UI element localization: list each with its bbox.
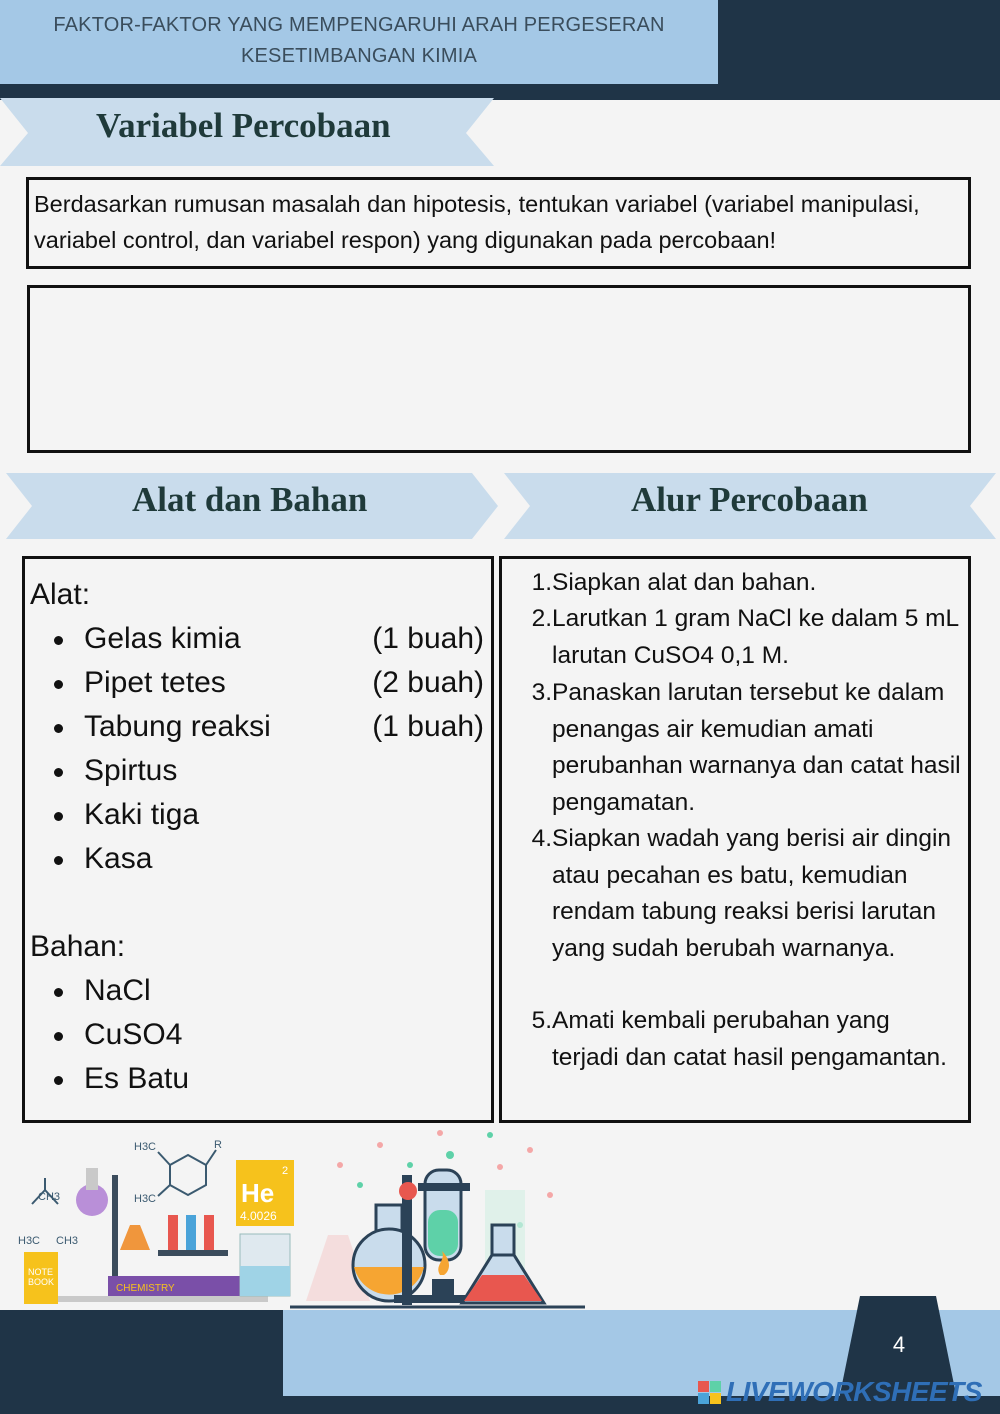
answer-input-box[interactable] xyxy=(27,285,971,453)
list-item: Kasa xyxy=(54,842,484,886)
svg-text:CHEMISTRY: CHEMISTRY xyxy=(116,1283,175,1294)
variabel-heading: Variabel Percobaan xyxy=(96,106,391,145)
alat-bahan-heading: Alat dan Bahan xyxy=(132,480,368,519)
list-item: Spirtus xyxy=(54,754,484,798)
alur-heading: Alur Percobaan xyxy=(631,480,868,519)
instruction-text: Berdasarkan rumusan masalah dan hipotesis, tentukan variabel (variabel manipulasi, variabel control, dan variabel respon) yang digunakan pada percobaan! xyxy=(34,191,920,253)
page-title xyxy=(0,10,718,72)
list-item: Kaki tiga xyxy=(54,798,484,842)
svg-text:CH3: CH3 xyxy=(56,1235,79,1247)
liveworksheets-logo-icon xyxy=(698,1381,722,1405)
svg-text:NOTE: NOTE xyxy=(28,1267,54,1277)
alat-label: Alat: xyxy=(30,578,91,611)
lab-flasks-icon xyxy=(290,1125,590,1311)
svg-text:H3C: H3C xyxy=(134,1141,157,1153)
watermark[interactable]: LIVEWORKSHEETS xyxy=(726,1376,982,1407)
svg-text:H3C: H3C xyxy=(18,1235,41,1247)
page-title-line2: KESETIMBANGAN KIMIA xyxy=(240,45,478,67)
list-item: NaCl xyxy=(54,974,484,1018)
svg-text:CH3: CH3 xyxy=(38,1191,61,1203)
svg-text:4.0026: 4.0026 xyxy=(240,1209,277,1223)
svg-text:R: R xyxy=(214,1139,222,1151)
page-number: 4 xyxy=(892,1332,906,1357)
list-item: Pipet tetes (2 buah) xyxy=(54,666,484,710)
list-item: CuSO4 xyxy=(54,1018,484,1062)
svg-text:H3C: H3C xyxy=(134,1193,157,1205)
list-item: Gelas kimia (1 buah) xyxy=(54,622,484,666)
chemistry-illustration-icon xyxy=(18,1130,308,1310)
bahan-label: Bahan: xyxy=(30,930,126,963)
svg-text:2: 2 xyxy=(282,1165,289,1177)
list-item: Tabung reaksi (1 buah) xyxy=(54,710,484,754)
page-title-line1: FAKTOR-FAKTOR YANG MEMPENGARUHI ARAH PERGESERAN xyxy=(53,14,665,36)
svg-text:He: He xyxy=(241,1178,275,1208)
svg-text:BOOK: BOOK xyxy=(28,1277,55,1287)
list-item: Es Batu xyxy=(54,1062,484,1106)
